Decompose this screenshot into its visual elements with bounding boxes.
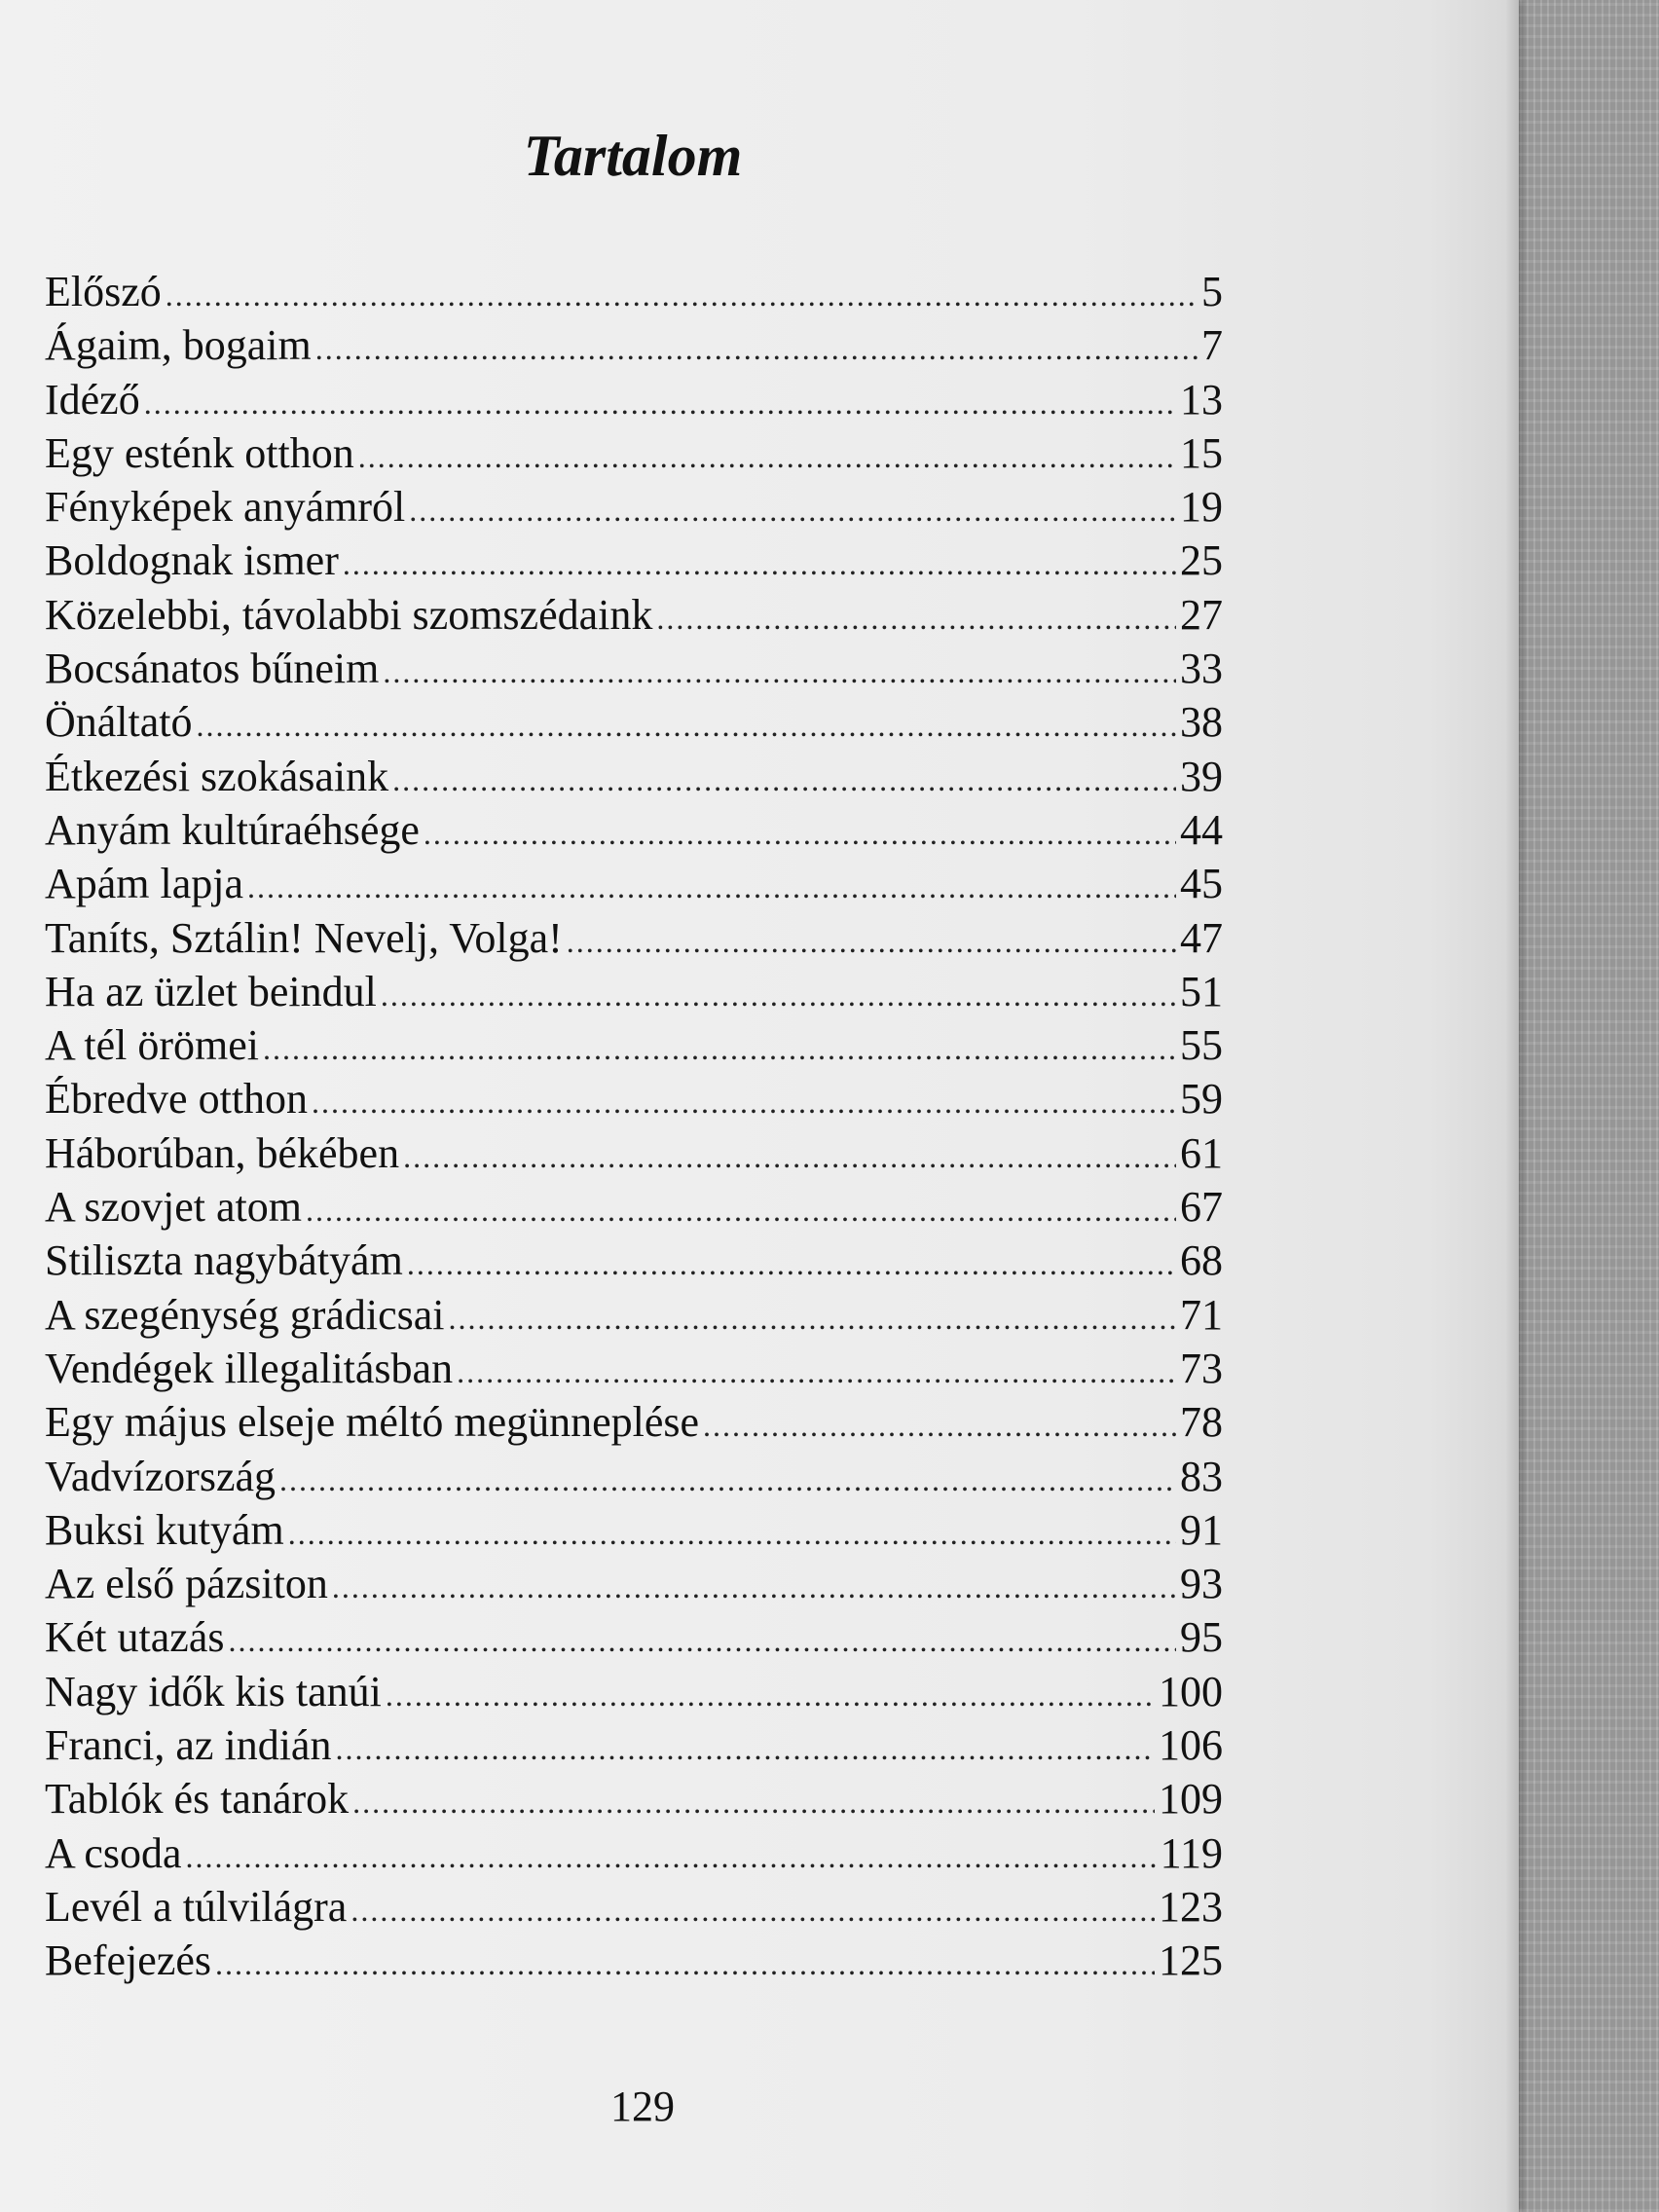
toc-entry-page: 93 bbox=[1180, 1560, 1223, 1608]
dot-leader bbox=[403, 1130, 1176, 1184]
toc-entry-title: A szegénység grádicsai bbox=[45, 1290, 445, 1339]
toc-entry-page: 44 bbox=[1180, 805, 1223, 854]
dot-leader bbox=[409, 484, 1176, 537]
toc-entry-title: Ágaim, bogaim bbox=[45, 321, 312, 370]
toc-entry bbox=[45, 1288, 1223, 1342]
toc-entry-page: 59 bbox=[1180, 1075, 1223, 1124]
dot-leader bbox=[288, 1507, 1176, 1561]
toc-entry bbox=[45, 588, 1223, 642]
toc-entry bbox=[45, 1342, 1223, 1395]
table-of-contents bbox=[45, 265, 1223, 1988]
toc-entry-title: Idéző bbox=[45, 375, 140, 424]
toc-entry bbox=[45, 1880, 1223, 1934]
toc-entry bbox=[45, 1395, 1223, 1449]
toc-entry-title: Apám lapja bbox=[45, 860, 244, 908]
dot-leader bbox=[279, 1454, 1176, 1507]
toc-entry-page: 5 bbox=[1201, 268, 1223, 315]
dot-leader bbox=[386, 1669, 1155, 1722]
page-title: Tartalom bbox=[523, 124, 743, 189]
dot-leader bbox=[358, 430, 1176, 484]
toc-entry-title: Taníts, Sztálin! Nevelj, Volga! bbox=[45, 913, 563, 962]
toc-entry-title: Ha az üzlet beindul bbox=[45, 967, 377, 1015]
toc-entry-page: 47 bbox=[1180, 913, 1223, 962]
toc-entry bbox=[45, 318, 1223, 372]
toc-entry-title: Háborúban, békében bbox=[45, 1128, 400, 1177]
toc-entry-page: 61 bbox=[1180, 1128, 1223, 1177]
dot-leader bbox=[567, 915, 1176, 969]
toc-entry bbox=[45, 1665, 1223, 1718]
toc-entry-page: 106 bbox=[1159, 1721, 1223, 1770]
toc-entry-page: 38 bbox=[1180, 698, 1223, 747]
toc-entry-page: 25 bbox=[1180, 536, 1223, 585]
dot-leader bbox=[166, 269, 1198, 322]
toc-entry bbox=[45, 1180, 1223, 1234]
dot-leader bbox=[449, 1292, 1176, 1346]
toc-entry-page: 55 bbox=[1180, 1021, 1223, 1070]
toc-entry-page: 119 bbox=[1160, 1828, 1223, 1877]
toc-entry-title: Boldognak ismer bbox=[45, 536, 339, 585]
toc-entry bbox=[45, 426, 1223, 480]
toc-entry-page: 7 bbox=[1201, 321, 1223, 370]
toc-entry-page: 51 bbox=[1180, 967, 1223, 1015]
dot-leader bbox=[703, 1399, 1176, 1453]
toc-entry-page: 73 bbox=[1180, 1344, 1223, 1392]
toc-entry bbox=[45, 911, 1223, 965]
toc-entry-page: 100 bbox=[1159, 1667, 1223, 1715]
toc-entry-page: 68 bbox=[1180, 1236, 1223, 1285]
toc-entry-title: Egy május elseje méltó megünneplése bbox=[45, 1398, 700, 1447]
toc-entry-title: Egy esténk otthon bbox=[45, 428, 354, 477]
toc-entry-title: Az első pázsiton bbox=[45, 1560, 328, 1608]
dot-leader bbox=[228, 1614, 1176, 1668]
toc-entry-title: Nagy idők kis tanúi bbox=[45, 1667, 382, 1715]
toc-entry-page: 39 bbox=[1180, 752, 1223, 800]
toc-entry-title: A csoda bbox=[45, 1828, 182, 1877]
toc-entry-title: Franci, az indián bbox=[45, 1721, 332, 1770]
toc-entry-page: 27 bbox=[1180, 590, 1223, 639]
toc-entry bbox=[45, 1072, 1223, 1125]
dot-leader bbox=[144, 377, 1176, 430]
toc-entry bbox=[45, 534, 1223, 587]
dot-leader bbox=[332, 1561, 1176, 1614]
toc-entry bbox=[45, 750, 1223, 803]
toc-entry bbox=[45, 1826, 1223, 1880]
dot-leader bbox=[315, 322, 1198, 376]
toc-entry-page: 109 bbox=[1159, 1775, 1223, 1824]
dot-leader bbox=[383, 645, 1176, 699]
toc-entry-page: 95 bbox=[1180, 1613, 1223, 1662]
dot-leader bbox=[424, 807, 1176, 861]
toc-entry-title: Két utazás bbox=[45, 1613, 225, 1662]
toc-entry-title: Önáltató bbox=[45, 698, 193, 747]
toc-entry-title: Étkezési szokásaink bbox=[45, 752, 389, 800]
toc-entry-page: 15 bbox=[1180, 428, 1223, 477]
toc-entry-title: Vendégek illegalitásban bbox=[45, 1344, 454, 1392]
dot-leader bbox=[215, 1937, 1155, 1991]
dot-leader bbox=[352, 1776, 1155, 1829]
toc-entry-page: 33 bbox=[1180, 645, 1223, 693]
dot-leader bbox=[343, 537, 1176, 591]
toc-entry bbox=[45, 1018, 1223, 1072]
toc-entry-page: 91 bbox=[1180, 1505, 1223, 1554]
toc-entry bbox=[45, 1718, 1223, 1772]
dot-leader bbox=[186, 1830, 1157, 1884]
toc-entry-page: 19 bbox=[1180, 483, 1223, 532]
toc-entry-title: Tablók és tanárok bbox=[45, 1775, 350, 1824]
toc-entry-page: 125 bbox=[1159, 1936, 1223, 1985]
toc-entry bbox=[45, 695, 1223, 749]
toc-entry-title: Ébredve otthon bbox=[45, 1075, 309, 1124]
toc-entry bbox=[45, 373, 1223, 426]
toc-entry-title: Stiliszta nagybátyám bbox=[45, 1236, 403, 1285]
toc-entry-page: 45 bbox=[1180, 860, 1223, 908]
toc-entry bbox=[45, 1126, 1223, 1180]
toc-entry-title: Bocsánatos bűneim bbox=[45, 645, 380, 693]
dot-leader bbox=[381, 969, 1176, 1022]
toc-entry-title: A tél örömei bbox=[45, 1021, 259, 1070]
toc-entry-title: A szovjet atom bbox=[45, 1183, 302, 1232]
toc-entry bbox=[45, 1234, 1223, 1287]
toc-entry bbox=[45, 1450, 1223, 1503]
toc-entry bbox=[45, 803, 1223, 857]
toc-entry-title: Anyám kultúraéhsége bbox=[45, 805, 420, 854]
toc-entry-title: Vadvízország bbox=[45, 1452, 276, 1500]
toc-entry bbox=[45, 265, 1223, 318]
dot-leader bbox=[247, 861, 1176, 914]
dot-leader bbox=[312, 1076, 1176, 1129]
toc-entry bbox=[45, 1772, 1223, 1825]
toc-entry bbox=[45, 1503, 1223, 1557]
toc-entry bbox=[45, 1557, 1223, 1610]
toc-entry-title: Buksi kutyám bbox=[45, 1505, 284, 1554]
page-number: 129 bbox=[610, 2083, 675, 2130]
dot-leader bbox=[407, 1237, 1176, 1291]
toc-entry-page: 13 bbox=[1180, 375, 1223, 424]
dot-leader bbox=[335, 1722, 1155, 1776]
toc-entry bbox=[45, 1934, 1223, 1987]
toc-entry bbox=[45, 1610, 1223, 1664]
toc-entry bbox=[45, 480, 1223, 534]
toc-entry-title: Fényképek anyámról bbox=[45, 483, 406, 532]
dot-leader bbox=[392, 754, 1176, 807]
dot-leader bbox=[306, 1184, 1176, 1237]
toc-entry-page: 83 bbox=[1180, 1452, 1223, 1500]
toc-entry-title: Levél a túlvilágra bbox=[45, 1882, 348, 1931]
toc-entry-page: 78 bbox=[1180, 1398, 1223, 1447]
background-surface bbox=[1499, 0, 1659, 2212]
toc-entry-title: Közelebbi, távolabbi szomszédaink bbox=[45, 590, 653, 639]
toc-entry bbox=[45, 857, 1223, 910]
toc-entry-title: Befejezés bbox=[45, 1936, 211, 1985]
toc-entry bbox=[45, 642, 1223, 695]
toc-entry-page: 123 bbox=[1159, 1882, 1223, 1931]
toc-entry bbox=[45, 965, 1223, 1018]
toc-entry-title: Előszó bbox=[45, 268, 162, 315]
toc-entry-page: 71 bbox=[1180, 1290, 1223, 1339]
dot-leader bbox=[350, 1884, 1155, 1937]
toc-entry-page: 67 bbox=[1180, 1183, 1223, 1232]
dot-leader bbox=[656, 592, 1176, 645]
dot-leader bbox=[457, 1346, 1176, 1399]
dot-leader bbox=[263, 1022, 1176, 1076]
dot-leader bbox=[197, 699, 1176, 753]
